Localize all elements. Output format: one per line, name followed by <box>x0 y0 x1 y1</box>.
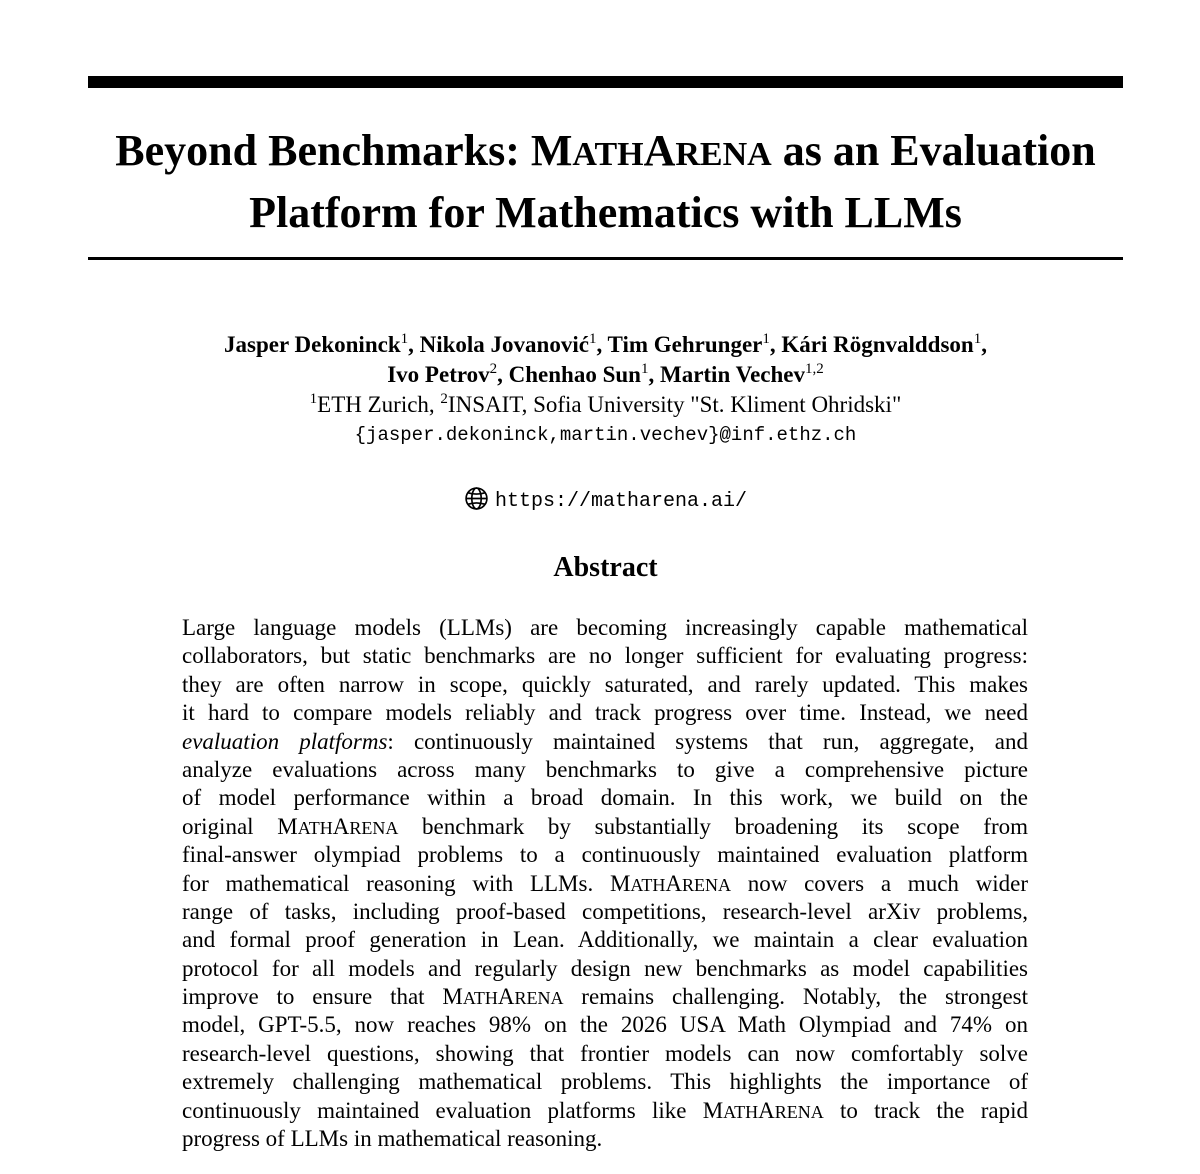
abstract-line: continuously maintained evaluation platforms like MATHARENA to track the rapid <box>182 1097 1028 1123</box>
affiliation-mark: 1 <box>400 331 409 347</box>
author-name: Ivo Petrov$^2$ <box>387 361 498 387</box>
affiliations: $^1$ETH Zurich, $^2$INSAIT, Sofia University "St. Kliment Ohridski" <box>309 391 902 417</box>
emphasis: evaluation platforms <box>182 728 388 754</box>
abstract-line: range of tasks, including proof-based competitions, research-level arXiv problems, <box>182 898 1028 924</box>
affiliation-mark: 1,2 <box>805 361 824 377</box>
affiliation-mark: 2 <box>489 361 498 377</box>
abstract-line: Large language models (LLMs) are becoming increasingly capable mathematical <box>182 615 1028 640</box>
brand-name: MATHARENA <box>442 984 564 1010</box>
paper-title: Beyond Benchmarks: MATHARENA as an Evaluation Platform for Mathematics with LLMs <box>115 126 1096 237</box>
author-list: Jasper Dekoninck$^1$, Nikola Jovanović$^1$, Tim Gehrunger$^1$, Kári Rögnvalddson$^1$, Ivo Petrov$^2$, Chenhao Sun$^1$, Martin Vechev$^{1,2}$ <box>224 331 987 387</box>
author-block <box>88 330 1123 450</box>
title-rule <box>88 257 1123 260</box>
affiliation-mark: 1 <box>588 331 597 347</box>
author-name: Nikola Jovanović$^1$ <box>419 331 597 357</box>
contact-email[interactable]: {jasper.dekoninck,martin.vechev}@inf.ethz.ch <box>354 424 857 446</box>
abstract-line: improve to ensure that MATHARENA remains challenging. Notably, the strongest <box>182 984 1028 1010</box>
brand-name: MATHARENA <box>277 813 399 839</box>
affiliation-mark: 1 <box>973 331 982 347</box>
abstract-line: they are often narrow in scope, quickly saturated, and rarely updated. This makes <box>182 671 1028 697</box>
affiliation-mark: 1 <box>640 361 649 377</box>
project-link[interactable] <box>88 486 1123 517</box>
project-url[interactable]: https://matharena.ai/ <box>494 490 748 513</box>
abstract-line: and formal proof generation in Lean. Additionally, we maintain a clear evaluation <box>182 927 1028 953</box>
brand-name: MATHARENA <box>702 1097 824 1123</box>
author-name: Kári Rögnvalddson$^1$ <box>781 331 982 357</box>
abstract-line: research-level questions, showing that frontier models can now comfortably solve <box>182 1040 1028 1066</box>
affiliation-mark: 1 <box>762 331 770 347</box>
top-rule <box>88 76 1123 88</box>
abstract-line: extremely challenging mathematical problems. This highlights the importance of <box>182 1069 1028 1095</box>
abstract-line: protocol for all models and regularly design new benchmarks as model capabilities <box>182 955 1028 981</box>
abstract-line: for mathematical reasoning with LLMs. MATHARENA now covers a much wider <box>182 870 1028 896</box>
abstract-line: collaborators, but static benchmarks are no longer sufficient for evaluating progress: <box>182 643 1028 669</box>
abstract-body <box>182 614 1028 1153</box>
author-name: Chenhao Sun$^1$ <box>508 361 649 387</box>
abstract-line: progress of LLMs in mathematical reasoning. <box>182 1126 603 1152</box>
abstract-line: final-answer olympiad problems to a continuously maintained evaluation platform <box>182 842 1028 868</box>
abstract-heading: Abstract <box>553 552 658 583</box>
globe-icon <box>464 486 489 511</box>
abstract-line: it hard to compare models reliably and track progress over time. Instead, we need <box>182 700 1028 726</box>
abstract-line: original MATHARENA benchmark by substantially broadening its scope from <box>182 813 1028 839</box>
abstract-line: model, GPT-5.5, now reaches 98% on the 2026 USA Math Olympiad and 74% on <box>182 1012 1028 1038</box>
brand-name: MATHARENA <box>530 126 772 175</box>
abstract-line: of model performance within a broad domain. In this work, we build on the <box>182 785 1028 811</box>
abstract-line: evaluation platforms: continuously maintained systems that run, aggregate, and <box>182 728 1028 754</box>
brand-name: MATHARENA <box>609 870 732 896</box>
author-name: Jasper Dekoninck$^1$ <box>224 331 409 357</box>
abstract-line: analyze evaluations across many benchmarks to give a comprehensive picture <box>182 756 1028 782</box>
author-name: Martin Vechev$^{1,2}$ <box>659 361 824 387</box>
author-name: Tim Gehrunger$^1$ <box>607 331 770 357</box>
